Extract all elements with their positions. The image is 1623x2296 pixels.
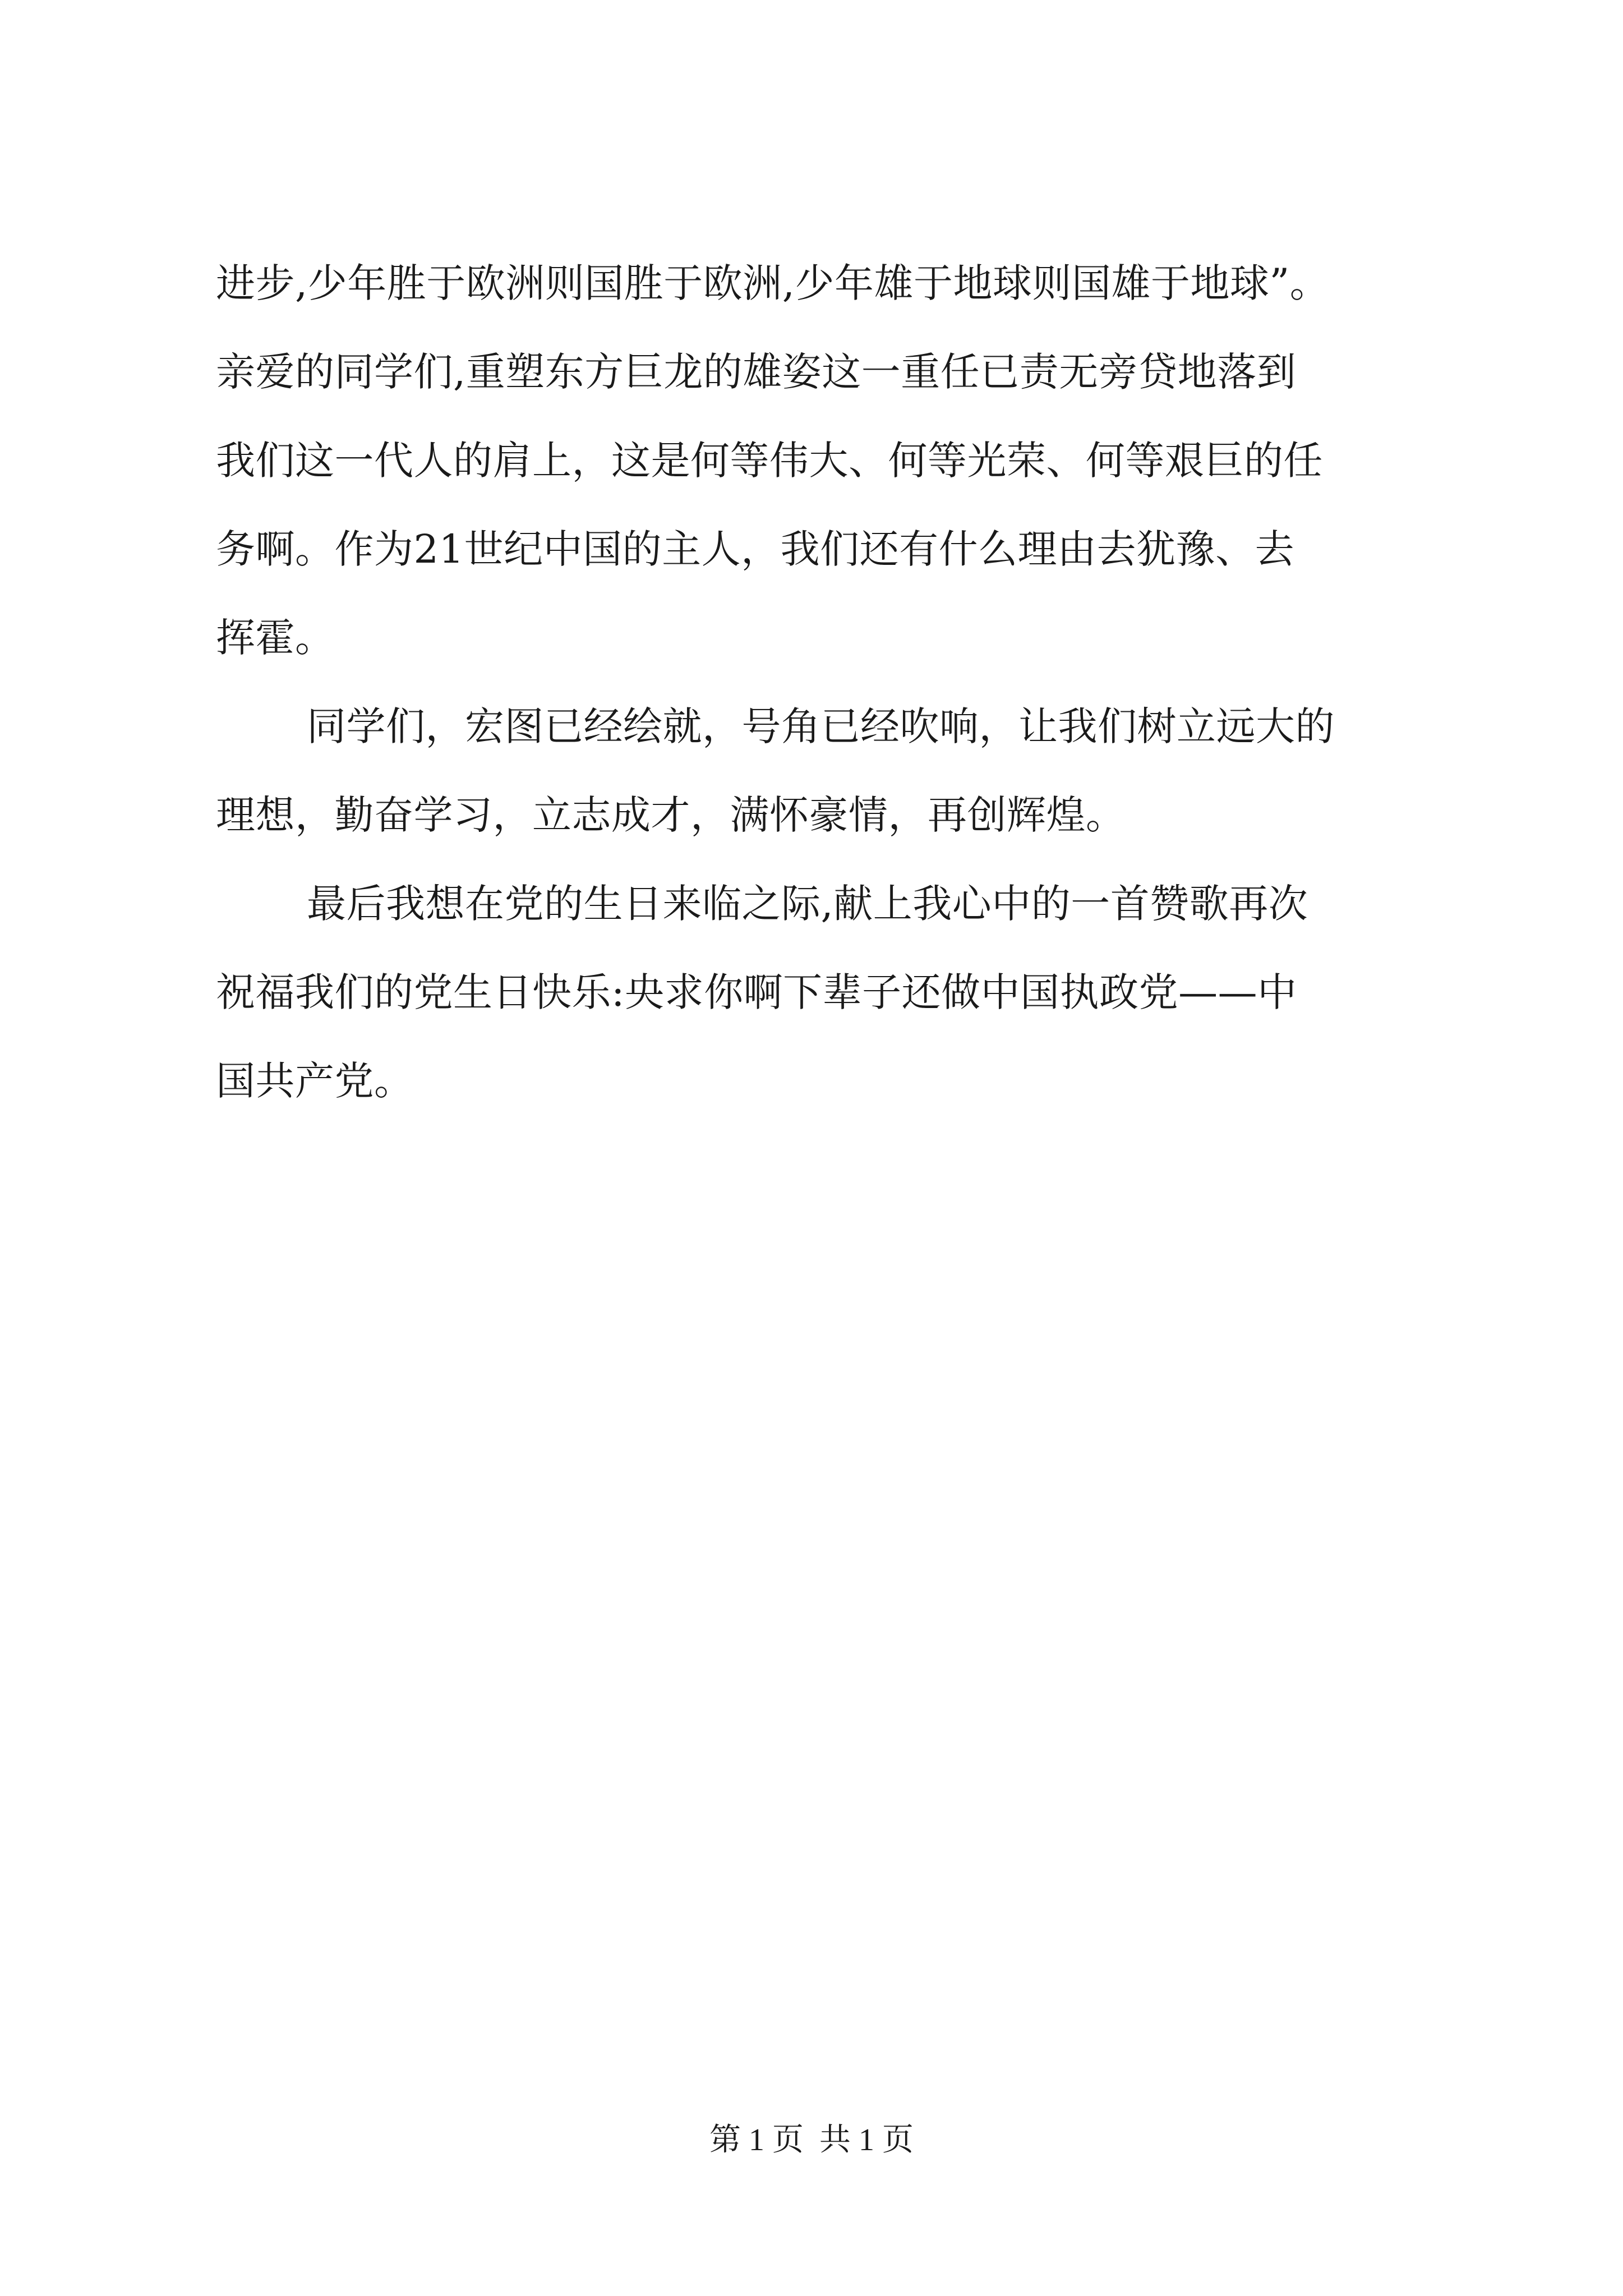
text-line: 务啊。作为21世纪中国的主人，我们还有什么理由去犹豫、去 xyxy=(216,526,1295,572)
text-line: 进步,少年胜于欧洲则国胜于欧洲,少年雄于地球则国雄于地球”。 xyxy=(216,260,1330,306)
text-line: 理想，勤奋学习，立志成才，满怀豪情，再创辉煌。 xyxy=(216,792,1126,838)
paragraph-first-line: 最后我想在党的生日来临之际,献上我心中的一首赞歌再次 xyxy=(307,881,1308,927)
text-line: 国共产党。 xyxy=(216,1058,414,1104)
text-line: 祝福我们的党生日快乐:央求你啊下辈子还做中国执政党——中 xyxy=(216,969,1297,1015)
document-body xyxy=(216,255,1450,1142)
page-number-footer: 第 1 页 共 1 页 xyxy=(709,2123,914,2157)
text-line: 我们这一代人的肩上，这是何等伟大、何等光荣、何等艰巨的任 xyxy=(216,438,1323,484)
text-line: 挥霍。 xyxy=(216,615,335,661)
text-line: 亲爱的同学们,重塑东方巨龙的雄姿这一重任已责无旁贷地落到 xyxy=(216,349,1297,395)
paragraph-first-line: 同学们，宏图已经绘就，号角已经吹响，让我们树立远大的 xyxy=(307,703,1335,749)
